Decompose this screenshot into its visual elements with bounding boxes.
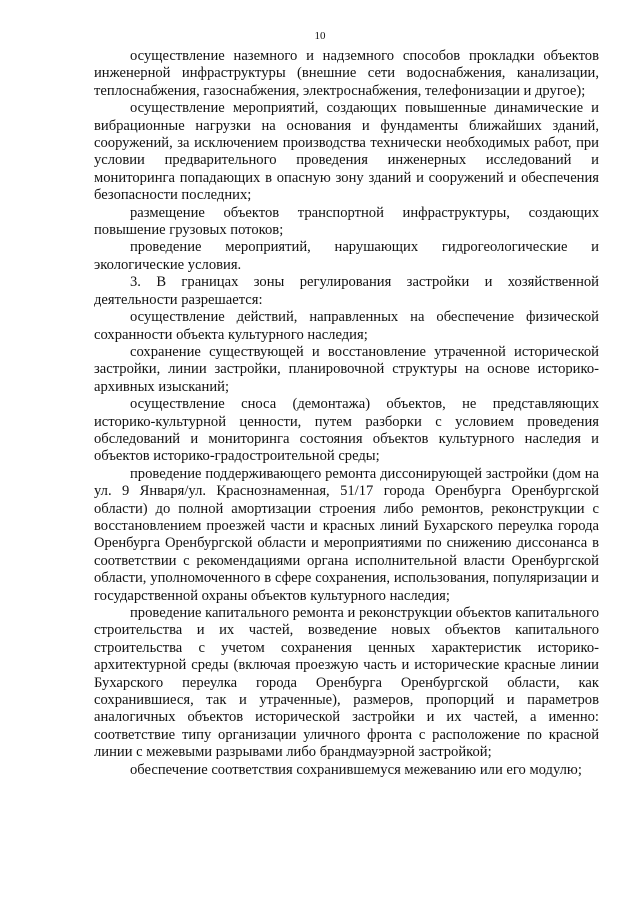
- paragraph: проведение мероприятий, нарушающих гидрогеологические и экологические условия.: [94, 239, 599, 273]
- section-heading-paragraph: 3. В границах зоны регулирования застройки и хозяйственной деятельности разрешается:: [94, 274, 599, 308]
- paragraph: сохранение существующей и восстановление утраченной исторической застройки, линии застройки, планировочной структуры на основе историко-архивных изысканий;: [94, 343, 599, 395]
- paragraph: осуществление наземного и надземного способов прокладки объектов инженерной инфраструктуры (внешние сети водоснабжения, канализации, теплоснабжения, газоснабжения, электроснабжения, телефонизации и другое);: [94, 48, 599, 99]
- paragraph: проведение поддерживающего ремонта диссонирующей застройки (дом на ул. 9 Января/ул. Краснознаменная, 51/17 города Оренбурга Оренбургской области) до полной амортизации строения либо ремонтов, реконструкции с восстановлением проезжей части и красных линий Бухарского переулка города Оренбурга Оренбургской области и мероприятиями по снижению диссонанса в соответствии с рекомендациями органа исполнительной власти Оренбургской области, уполномоченного в сфере сохранения, использования, популяризации и государственной охраны объектов культурного наследия;: [94, 465, 599, 604]
- page-number: 10: [314, 30, 326, 42]
- paragraph: проведение капитального ремонта и реконструкции объектов капитального строительства и их частей, возведение новых объектов капитального строительства с учетом сохранения ценных характеристик историко-архитектурной среды (включая проезжую часть и исторические красные линии Бухарского переулка города Оренбурга Оренбургской области, как сохранившиеся, так и утраченные), размеров, пропорций и параметров аналогичных объектов исторической застройки и их частей, а именно: соответствие типу организации уличного фронта с расположение по красной линии с межевыми разрывами либо брандмауэрной застройкой;: [94, 605, 599, 761]
- paragraph: осуществление сноса (демонтажа) объектов, не представляющих историко-культурной ценности, путем разборки с условием проведения обследований и мониторинга состояния объектов культурного наследия и объектов историко-градостроительной среды;: [94, 396, 599, 465]
- paragraph: осуществление мероприятий, создающих повышенные динамические и вибрационные нагрузки на основания и фундаменты ближайших зданий, сооружений, за исключением производства технически необходимых работ, при условии предварительного проведения инженерных исследований и мониторинга попадающих в опасную зону зданий и сооружений и обеспечения безопасности последних;: [94, 100, 599, 204]
- document-body: [94, 48, 599, 779]
- paragraph: осуществление действий, направленных на обеспечение физической сохранности объекта культурного наследия;: [94, 309, 599, 343]
- paragraph: размещение объектов транспортной инфраструктуры, создающих повышение грузовых потоков;: [94, 204, 599, 239]
- paragraph: обеспечение соответствия сохранившемуся межеванию или его модулю;: [130, 761, 582, 778]
